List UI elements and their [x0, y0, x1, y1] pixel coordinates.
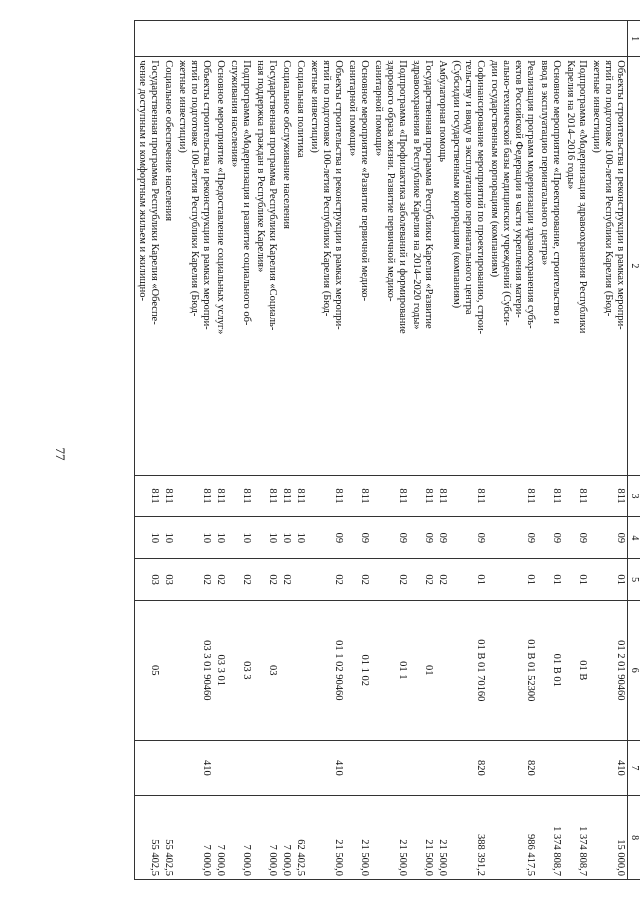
table-row [175, 21, 213, 880]
item-name-cell [371, 57, 409, 475]
item-name-cell [537, 57, 563, 475]
target-article-cell: 03 [253, 601, 279, 740]
target-article-cell: 01 2 01 90460 [589, 601, 628, 740]
amount-cell: 21 500,0 [435, 796, 449, 880]
item-name-line: Софинансирование мероприятий по проектированию, строи- [475, 60, 486, 335]
item-name-line: Основное мероприятие «Развитие первичной медико- [359, 60, 370, 302]
column-number-3: 3 [628, 475, 640, 517]
ministry-code-cell: 811 [213, 475, 227, 517]
table-row [293, 21, 307, 880]
target-article-cell: 01 1 02 90460 [307, 601, 345, 740]
ministry-code-cell: 811 [589, 475, 628, 517]
item-name-cell [487, 57, 537, 475]
expense-type-cell [293, 740, 307, 796]
row-number-cell [487, 21, 537, 57]
target-article-cell: 01 В [563, 601, 589, 740]
section-code-cell: 09 [563, 517, 589, 559]
ministry-code-cell: 811 [279, 475, 293, 517]
item-name-line: Подпрограмма «Модернизация и развитие социального об- [241, 60, 252, 326]
ministry-code-cell: 811 [345, 475, 371, 517]
item-name-cell [409, 57, 435, 475]
subsection-code-cell: 01 [537, 559, 563, 601]
table-row [449, 21, 487, 880]
amount-cell: 55 402,5 [161, 796, 175, 880]
item-name-line: Подпрограмма «Профилактика заболеваний и формирование [397, 60, 408, 334]
expense-type-cell [409, 740, 435, 796]
expense-type-cell [227, 740, 253, 796]
section-code-cell: 10 [175, 517, 213, 559]
section-code-cell: 10 [227, 517, 253, 559]
row-number-cell [537, 21, 563, 57]
item-name-line: здорового образа жизни. Развитие первичной медико- [385, 60, 396, 302]
item-name-line: Амбулаторная помощь [437, 60, 448, 162]
ministry-code-cell: 811 [293, 475, 307, 517]
item-name-line: жетные инвестиции) [309, 60, 320, 153]
section-code-cell: 09 [307, 517, 345, 559]
item-name-cell [307, 57, 345, 475]
target-article-cell [293, 601, 307, 740]
item-name-line: Государственная программа Республики Карелия «Социаль- [267, 60, 278, 331]
item-name-line: чение доступным и комфортным жильем и жилищно- [137, 60, 148, 301]
item-name-line: Реализация программ модернизации здравоохранения субъ- [525, 60, 536, 329]
ministry-code-cell: 811 [227, 475, 253, 517]
item-name-line: ятий по подготовке 100-летия Республики Карелия (Бюд- [189, 60, 200, 317]
target-article-cell: 01 В 01 [537, 601, 563, 740]
section-code-cell: 09 [449, 517, 487, 559]
item-name-line: Социальное обеспечение населения [163, 60, 174, 222]
table-row [345, 21, 371, 880]
table-header [628, 21, 640, 880]
expense-type-cell [253, 740, 279, 796]
target-article-cell: 05 [135, 601, 162, 740]
section-code-cell: 09 [345, 517, 371, 559]
item-name-cell [293, 57, 307, 475]
amount-cell: 986 417,5 [487, 796, 537, 880]
section-code-cell: 10 [135, 517, 162, 559]
subsection-code-cell: 03 [161, 559, 175, 601]
subsection-code-cell: 02 [345, 559, 371, 601]
table-row [435, 21, 449, 880]
item-name-cell [345, 57, 371, 475]
item-name-line: Карелия на 2014–2016 годы» [565, 60, 576, 190]
amount-cell: 55 402,5 [135, 796, 162, 880]
ministry-code-cell: 811 [371, 475, 409, 517]
ministry-code-cell: 811 [487, 475, 537, 517]
subsection-code-cell: 02 [307, 559, 345, 601]
item-name-cell [563, 57, 589, 475]
column-number-8: 8 [628, 796, 640, 880]
subsection-code-cell: 02 [279, 559, 293, 601]
target-article-cell [161, 601, 175, 740]
row-number-cell [345, 21, 371, 57]
subsection-code-cell: 02 [253, 559, 279, 601]
item-name-line: (Субсидии государственным корпорациям (компаниям) [451, 60, 462, 309]
row-number-cell [253, 21, 279, 57]
item-name-line: санитарной помощи» [373, 60, 384, 157]
expense-type-cell: 410 [589, 740, 628, 796]
page-number: 77 [53, 447, 68, 461]
expense-type-cell [279, 740, 293, 796]
ministry-code-cell: 811 [307, 475, 345, 517]
column-number-2: 2 [628, 57, 640, 475]
subsection-code-cell: 02 [435, 559, 449, 601]
expense-type-cell [563, 740, 589, 796]
budget-table-frame [77, 20, 640, 880]
expense-type-cell: 410 [175, 740, 213, 796]
target-article-cell: 01 1 02 [345, 601, 371, 740]
ministry-code-cell: 811 [175, 475, 213, 517]
ministry-code-cell: 811 [449, 475, 487, 517]
subsection-code-cell: 01 [589, 559, 628, 601]
amount-cell: 7 000,0 [253, 796, 279, 880]
amount-cell: 21 500,0 [371, 796, 409, 880]
table-row [487, 21, 537, 880]
ministry-code-cell: 811 [409, 475, 435, 517]
amount-cell: 7 000,0 [213, 796, 227, 880]
row-number-cell [293, 21, 307, 57]
amount-cell: 1 374 808,7 [537, 796, 563, 880]
item-name-cell [279, 57, 293, 475]
item-name-line: Государственная программа Республики Карелия «Обеспе- [149, 60, 160, 325]
item-name-cell [449, 57, 487, 475]
item-name-line: санитарной помощи» [347, 60, 358, 157]
amount-cell: 7 000,0 [227, 796, 253, 880]
amount-cell: 1 374 808,7 [563, 796, 589, 880]
subsection-code-cell: 03 [135, 559, 162, 601]
expense-type-cell [161, 740, 175, 796]
section-code-cell: 10 [279, 517, 293, 559]
table-row [371, 21, 409, 880]
table-row [135, 21, 162, 880]
row-number-cell [227, 21, 253, 57]
amount-cell: 21 500,0 [345, 796, 371, 880]
target-article-cell: 03 3 [227, 601, 253, 740]
subsection-code-cell: 02 [409, 559, 435, 601]
expense-type-cell: 410 [307, 740, 345, 796]
row-number-cell [435, 21, 449, 57]
table-row [227, 21, 253, 880]
item-name-line: ально-технической базы медицинских учреждений (Субси- [501, 60, 512, 326]
target-article-cell: 03 3 01 [213, 601, 227, 740]
row-number-cell [563, 21, 589, 57]
expense-type-cell [537, 740, 563, 796]
item-name-cell [589, 57, 628, 475]
table-body [135, 21, 628, 880]
amount-cell: 21 500,0 [307, 796, 345, 880]
item-name-line: служивания населения» [229, 60, 240, 168]
row-number-cell [279, 21, 293, 57]
target-article-cell: 01 [409, 601, 435, 740]
section-code-cell: 09 [537, 517, 563, 559]
item-name-line: Основное мероприятие «Проектирование, строительство и [551, 60, 562, 325]
subsection-code-cell: 02 [371, 559, 409, 601]
item-name-cell [161, 57, 175, 475]
row-number-cell [135, 21, 162, 57]
item-name-line: дии государственным корпорациям (компаниям) [489, 60, 500, 278]
ministry-code-cell: 811 [253, 475, 279, 517]
row-number-cell [175, 21, 213, 57]
column-number-5: 5 [628, 559, 640, 601]
item-name-cell [227, 57, 253, 475]
subsection-code-cell: 02 [227, 559, 253, 601]
item-name-line: ектов Российской Федерации в части укрепления матери- [513, 60, 524, 318]
target-article-cell [279, 601, 293, 740]
row-number-cell [371, 21, 409, 57]
table-row [563, 21, 589, 880]
target-article-cell: 01 В 01 70160 [449, 601, 487, 740]
item-name-line: Социальная политика [295, 60, 306, 158]
subsection-code-cell: 02 [213, 559, 227, 601]
subsection-code-cell: 02 [175, 559, 213, 601]
item-name-line: Подпрограмма «Модернизация здравоохранения Республики [577, 60, 588, 334]
section-code-cell: 09 [409, 517, 435, 559]
item-name-cell [253, 57, 279, 475]
column-number-row [628, 21, 640, 880]
table-row [161, 21, 175, 880]
item-name-line: здравоохранения в Республике Карелия на 2014–2020 годы» [411, 60, 422, 330]
item-name-line: жетные инвестиции) [177, 60, 188, 153]
column-number-4: 4 [628, 517, 640, 559]
table-row [279, 21, 293, 880]
amount-cell: 7 000,0 [279, 796, 293, 880]
row-number-cell [409, 21, 435, 57]
target-article-cell: 03 3 01 90460 [175, 601, 213, 740]
subsection-code-cell: 01 [449, 559, 487, 601]
row-number-cell [307, 21, 345, 57]
amount-cell: 7 000,0 [175, 796, 213, 880]
row-number-cell [449, 21, 487, 57]
item-name-cell [135, 57, 162, 475]
item-name-line: Объекты строительства и реконструкции в рамках меропри- [201, 60, 212, 330]
item-name-line: тельству и вводу в эксплуатацию перинатального центра [463, 60, 474, 315]
ministry-code-cell: 811 [435, 475, 449, 517]
item-name-line: ятий по подготовке 100-летия Республики Карелия (Бюд- [603, 60, 614, 317]
table-row [537, 21, 563, 880]
subsection-code-cell: 01 [487, 559, 537, 601]
row-number-cell [589, 21, 628, 57]
table-row [307, 21, 345, 880]
section-code-cell: 10 [293, 517, 307, 559]
item-name-line: ная поддержка граждан в Республике Карелия» [255, 60, 266, 273]
item-name-line: Социальное обслуживание населения [281, 60, 292, 229]
item-name-line: Объекты строительства и реконструкции в рамках меропри- [333, 60, 344, 330]
table-row [589, 21, 628, 880]
column-number-7: 7 [628, 740, 640, 796]
expense-type-cell: 820 [449, 740, 487, 796]
section-code-cell: 09 [589, 517, 628, 559]
item-name-cell [435, 57, 449, 475]
table-row [409, 21, 435, 880]
expense-type-cell [213, 740, 227, 796]
subsection-code-cell [293, 559, 307, 601]
ministry-code-cell: 811 [135, 475, 162, 517]
item-name-line: Государственная программа Республики Карелия «Развитие [423, 60, 434, 329]
section-code-cell: 09 [487, 517, 537, 559]
amount-cell: 15 000,0 [589, 796, 628, 880]
section-code-cell: 10 [253, 517, 279, 559]
target-article-cell [435, 601, 449, 740]
amount-cell: 21 500,0 [409, 796, 435, 880]
expense-type-cell: 820 [487, 740, 537, 796]
expense-type-cell [135, 740, 162, 796]
ministry-code-cell: 811 [161, 475, 175, 517]
row-number-cell [161, 21, 175, 57]
subsection-code-cell: 01 [563, 559, 589, 601]
expense-type-cell [435, 740, 449, 796]
item-name-line: Основное мероприятие «Предоставление социальных услуг» [215, 60, 226, 335]
item-name-line: ввод в эксплуатацию перинатального центра» [539, 60, 550, 266]
amount-cell: 388 391,2 [449, 796, 487, 880]
section-code-cell: 10 [161, 517, 175, 559]
section-code-cell: 09 [435, 517, 449, 559]
column-number-1: 1 [628, 21, 640, 57]
section-code-cell: 09 [371, 517, 409, 559]
target-article-cell: 01 1 [371, 601, 409, 740]
table-row [213, 21, 227, 880]
section-code-cell: 10 [213, 517, 227, 559]
item-name-line: жетные инвестиции) [591, 60, 602, 153]
item-name-line: ятий по подготовке 100-летия Республики Карелия (Бюд- [321, 60, 332, 317]
budget-table [134, 20, 640, 880]
item-name-cell [175, 57, 213, 475]
target-article-cell: 01 В 01 52300 [487, 601, 537, 740]
item-name-cell [213, 57, 227, 475]
amount-cell: 62 402,5 [293, 796, 307, 880]
expense-type-cell [371, 740, 409, 796]
row-number-cell [213, 21, 227, 57]
expense-type-cell [345, 740, 371, 796]
ministry-code-cell: 811 [537, 475, 563, 517]
ministry-code-cell: 811 [563, 475, 589, 517]
item-name-line: Объекты строительства и реконструкции в рамках меропри- [615, 60, 626, 330]
table-row [253, 21, 279, 880]
column-number-6: 6 [628, 601, 640, 740]
